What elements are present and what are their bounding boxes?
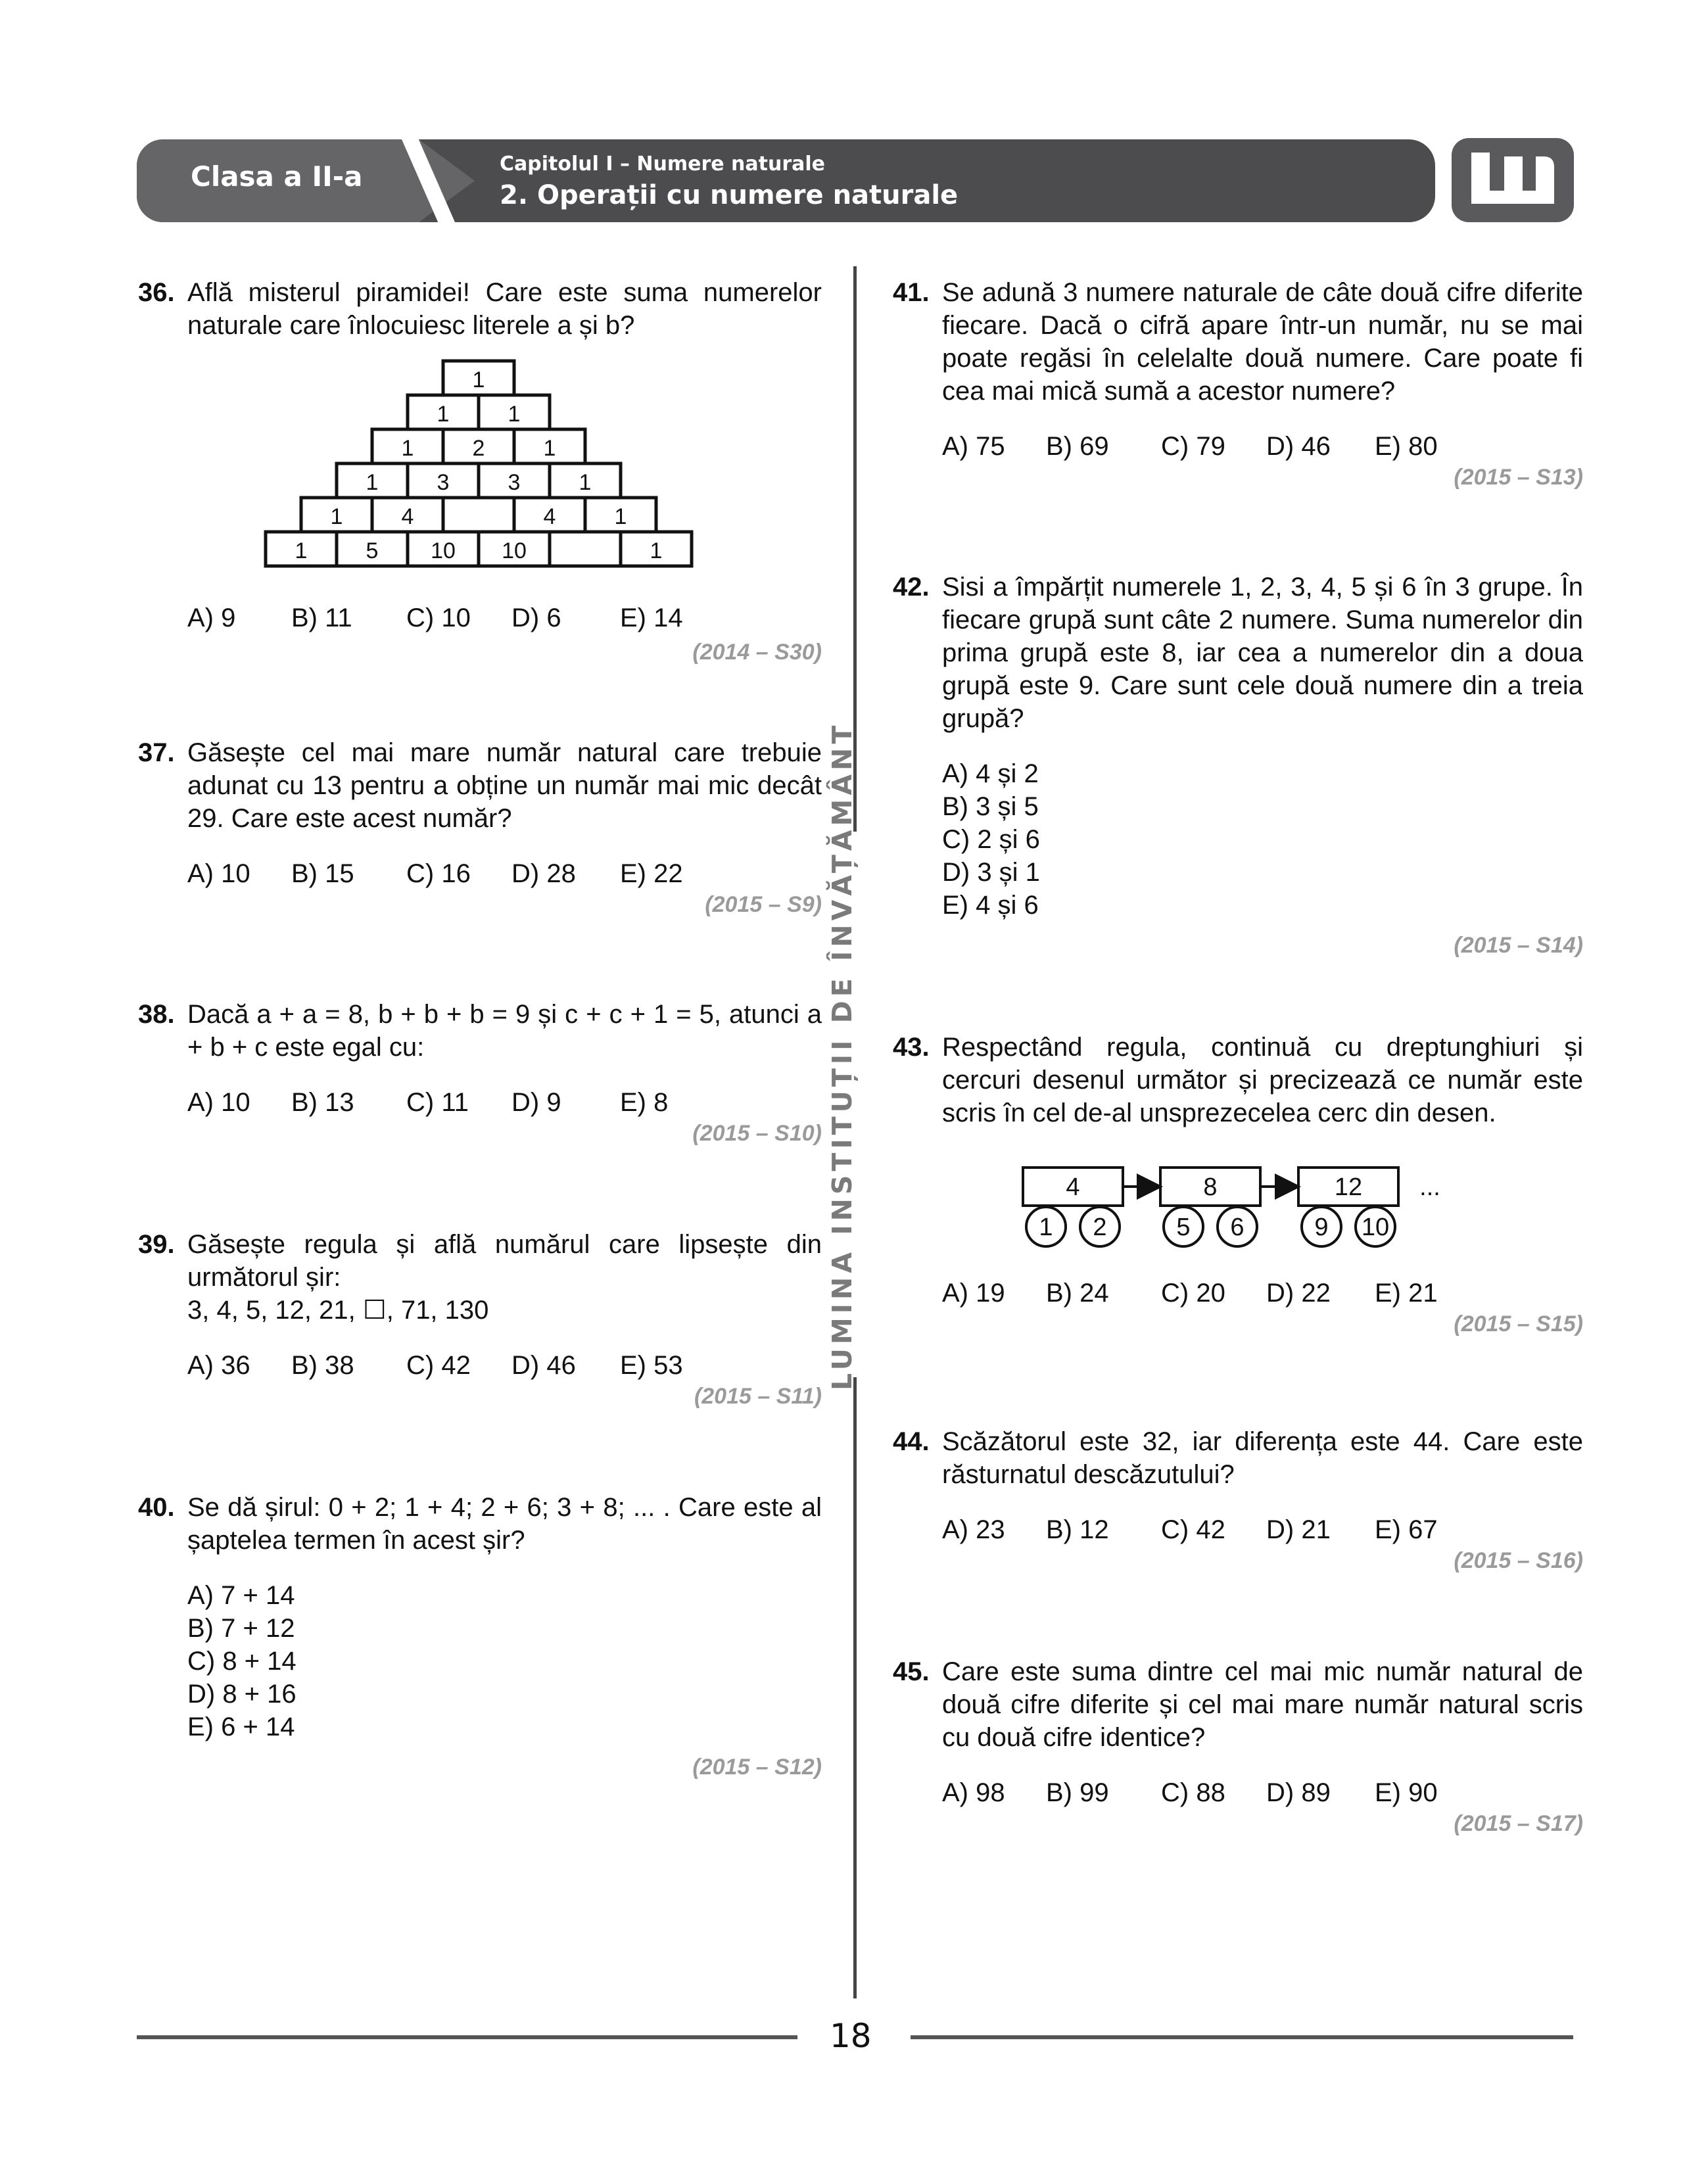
- source-reference: (2015 – S10): [692, 1121, 822, 1146]
- question-number: 40.: [138, 1493, 175, 1522]
- answer-options: [138, 602, 822, 634]
- pyramid-value: 1: [295, 538, 308, 563]
- column-divider-bottom: [853, 1377, 857, 1998]
- option-a[interactable]: A) 9: [187, 603, 236, 632]
- question-text: Află misterul piramidei! Care este suma numerelor naturale care înlocuiesc literele a și b?: [187, 278, 822, 340]
- pyramid-value: 1: [579, 470, 592, 495]
- answer-options: [138, 1579, 822, 1743]
- question-text: Respectând regula, continuă cu dreptunghiuri și cercuri desenul următor și precizează ce număr este scris în cel de-al unsprezecelea cerc din desen.: [942, 1033, 1583, 1127]
- answer-options: [893, 1277, 1583, 1310]
- question-number: 36.: [138, 278, 175, 307]
- question-text: Scăzătorul este 32, iar diferența este 44. Care este răsturnatul descăzutului?: [942, 1427, 1583, 1489]
- option-a[interactable]: A) 7 + 14: [187, 1581, 295, 1610]
- option-e[interactable]: E) 14: [620, 603, 683, 632]
- circle-value: 1: [1039, 1214, 1053, 1241]
- option-b[interactable]: B) 13: [291, 1088, 354, 1117]
- option-d[interactable]: D) 22: [1266, 1279, 1331, 1308]
- option-b[interactable]: B) 99: [1046, 1778, 1109, 1807]
- lm-logo-icon: [1452, 138, 1574, 222]
- option-c[interactable]: C) 88: [1161, 1778, 1225, 1807]
- option-a[interactable]: A) 19: [942, 1279, 1005, 1308]
- answer-options: [893, 430, 1583, 463]
- question-text: Dacă a + a = 8, b + b + b = 9 și c + c + 1 = 5, atunci a + b + c este egal cu:: [187, 1000, 822, 1062]
- option-b[interactable]: B) 11: [291, 603, 352, 632]
- footer-rule-left: [137, 2035, 797, 2039]
- rectangle-value: 4: [1066, 1173, 1080, 1201]
- pyramid-value: 3: [437, 470, 450, 495]
- number-pyramid: [263, 358, 710, 575]
- question-39: [138, 1228, 822, 1411]
- option-d[interactable]: D) 3 și 1: [942, 858, 1040, 887]
- pyramid-value: 4: [543, 504, 556, 529]
- option-e[interactable]: E) 80: [1375, 432, 1438, 461]
- pyramid-value: 10: [431, 538, 456, 563]
- source-reference: (2015 – S14): [1454, 933, 1583, 958]
- question-text: Care este suma dintre cel mai mic număr natural de două cifre diferite și cel mai mare număr natural scris cu două cifre identice?: [942, 1657, 1583, 1752]
- source-reference: (2014 – S30): [692, 640, 822, 665]
- rectangle-value: 12: [1334, 1173, 1363, 1201]
- option-e[interactable]: E) 6 + 14: [187, 1713, 295, 1741]
- option-e[interactable]: E) 8: [620, 1088, 669, 1117]
- source-reference: (2015 – S11): [694, 1384, 822, 1409]
- question-text: Găsește cel mai mare număr natural care trebuie adunat cu 13 pentru a obține un număr mai mic decât 29. Care este acest număr?: [187, 738, 822, 833]
- answer-options: [138, 857, 822, 890]
- option-c[interactable]: C) 16: [406, 859, 471, 888]
- pyramid-value: 3: [508, 470, 521, 495]
- chapter-title: Capitolul I – Numere naturale: [500, 153, 826, 176]
- option-e[interactable]: E) 21: [1375, 1279, 1438, 1308]
- option-d[interactable]: D) 8 + 16: [187, 1680, 297, 1709]
- pyramid-value: 2: [472, 436, 485, 461]
- pyramid-value: 1: [366, 470, 379, 495]
- question-number: 42.: [893, 573, 930, 602]
- pyramid-value: 1: [472, 367, 485, 392]
- question-text: Se adună 3 numere naturale de câte două cifre diferite fiecare. Dacă o cifră apare într-un număr, nu se mai poate regăsi în celelalte două numere. Care poate fi cea mai mică sumă a acestor numere?: [942, 278, 1583, 406]
- option-d[interactable]: D) 21: [1266, 1515, 1331, 1544]
- question-number: 38.: [138, 1000, 175, 1029]
- option-d[interactable]: D) 89: [1266, 1778, 1331, 1807]
- option-d[interactable]: D) 28: [511, 859, 576, 888]
- option-c[interactable]: C) 8 + 14: [187, 1647, 297, 1676]
- option-c[interactable]: C) 2 și 6: [942, 825, 1040, 854]
- option-a[interactable]: A) 10: [187, 859, 250, 888]
- number-sequence: 3, 4, 5, 12, 21, ☐, 71, 130: [187, 1296, 489, 1325]
- circle-value: 6: [1230, 1214, 1245, 1241]
- option-d[interactable]: D) 46: [1266, 432, 1331, 461]
- pyramid-cell: [550, 532, 621, 566]
- ellipsis: ...: [1419, 1173, 1440, 1201]
- source-reference: (2015 – S15): [1454, 1311, 1583, 1336]
- pyramid-value: 10: [502, 538, 527, 563]
- option-b[interactable]: B) 15: [291, 859, 354, 888]
- option-e[interactable]: E) 4 și 6: [942, 891, 1039, 920]
- option-c[interactable]: C) 10: [406, 603, 471, 632]
- option-b[interactable]: B) 12: [1046, 1515, 1109, 1544]
- circle-value: 2: [1093, 1214, 1107, 1241]
- option-a[interactable]: A) 36: [187, 1351, 250, 1380]
- question-37: [138, 736, 822, 919]
- option-c[interactable]: C) 11: [406, 1088, 469, 1117]
- question-45: [893, 1655, 1583, 1838]
- rectangle-value: 8: [1203, 1173, 1218, 1201]
- question-44: [893, 1425, 1583, 1575]
- pyramid-value: 1: [437, 402, 450, 427]
- rectangles-circles-diagram: [1021, 1164, 1494, 1249]
- question-number: 39.: [138, 1230, 175, 1259]
- question-42: [893, 571, 1583, 960]
- pyramid-value: 1: [330, 504, 343, 529]
- option-b[interactable]: B) 3 și 5: [942, 792, 1039, 821]
- footer-rule-right: [911, 2035, 1573, 2039]
- option-b[interactable]: B) 69: [1046, 432, 1109, 461]
- question-number: 45.: [893, 1657, 930, 1686]
- option-a[interactable]: A) 4 și 2: [942, 759, 1039, 788]
- pyramid-value: 1: [401, 436, 414, 461]
- answer-options: [138, 1349, 822, 1382]
- source-reference: (2015 – S17): [1454, 1811, 1583, 1836]
- question-number: 41.: [893, 278, 930, 307]
- question-number: 37.: [138, 738, 175, 767]
- source-reference: (2015 – S12): [692, 1755, 822, 1780]
- question-40: [138, 1491, 822, 1782]
- class-label: Clasa a II-a: [191, 160, 363, 193]
- question-number: 43.: [893, 1033, 930, 1062]
- option-b[interactable]: B) 7 + 12: [187, 1614, 295, 1643]
- pyramid-cell: [443, 498, 514, 532]
- option-c[interactable]: C) 42: [1161, 1515, 1225, 1544]
- pyramid-value: 1: [508, 402, 521, 427]
- option-d[interactable]: D) 46: [511, 1351, 576, 1380]
- option-c[interactable]: C) 79: [1161, 432, 1225, 461]
- question-text: Găsește regula și află numărul care lipsește din următorul șir:: [187, 1230, 822, 1292]
- source-reference: (2015 – S13): [1454, 465, 1583, 490]
- pyramid-value: 1: [650, 538, 663, 563]
- question-text: Sisi a împărțit numerele 1, 2, 3, 4, 5 și 6 în 3 grupe. În fiecare grupă sunt câte 2 numere. Suma numerelor din prima grupă este 8, iar cea a numerelor din a doua grupă este 9. Care sunt cele două numere din a treia grupă?: [942, 573, 1583, 733]
- option-b[interactable]: B) 38: [291, 1351, 354, 1380]
- option-d[interactable]: D) 6: [511, 603, 561, 632]
- option-d[interactable]: D) 9: [511, 1088, 561, 1117]
- question-text: Se dă șirul: 0 + 2; 1 + 4; 2 + 6; 3 + 8; ... . Care este al șaptelea termen în acest șir?: [187, 1493, 822, 1555]
- question-38: [138, 998, 822, 1148]
- option-e[interactable]: E) 67: [1375, 1515, 1438, 1544]
- page-number: 18: [830, 2017, 872, 2055]
- option-e[interactable]: E) 90: [1375, 1778, 1438, 1807]
- pyramid-value: 1: [543, 436, 556, 461]
- answer-options: [138, 1086, 822, 1119]
- option-a[interactable]: A) 23: [942, 1515, 1005, 1544]
- answer-options: [893, 1776, 1583, 1809]
- question-36: [138, 276, 822, 665]
- option-a[interactable]: A) 98: [942, 1778, 1005, 1807]
- section-title: 2. Operații cu numere naturale: [500, 180, 959, 210]
- pyramid-value: 4: [401, 504, 414, 529]
- question-41: [893, 276, 1583, 492]
- option-e[interactable]: E) 22: [620, 859, 683, 888]
- publisher-vertical-text: LUMINA INSTITUȚII DE ÎNVĂȚĂMÂNT: [826, 721, 858, 1390]
- answer-options: [893, 757, 1583, 922]
- circle-value: 10: [1361, 1214, 1390, 1241]
- question-43: [893, 1031, 1583, 1338]
- pyramid-value: 5: [366, 538, 379, 563]
- question-number: 44.: [893, 1427, 930, 1456]
- option-c[interactable]: C) 42: [406, 1351, 471, 1380]
- option-a[interactable]: A) 10: [187, 1088, 250, 1117]
- option-e[interactable]: E) 53: [620, 1351, 683, 1380]
- circle-value: 5: [1176, 1214, 1191, 1241]
- source-reference: (2015 – S16): [1454, 1548, 1583, 1573]
- circle-value: 9: [1314, 1214, 1329, 1241]
- source-reference: (2015 – S9): [705, 892, 822, 917]
- pyramid-value: 1: [614, 504, 627, 529]
- option-c[interactable]: C) 20: [1161, 1279, 1225, 1308]
- answer-options: [893, 1513, 1583, 1546]
- option-a[interactable]: A) 75: [942, 432, 1005, 461]
- option-b[interactable]: B) 24: [1046, 1279, 1109, 1308]
